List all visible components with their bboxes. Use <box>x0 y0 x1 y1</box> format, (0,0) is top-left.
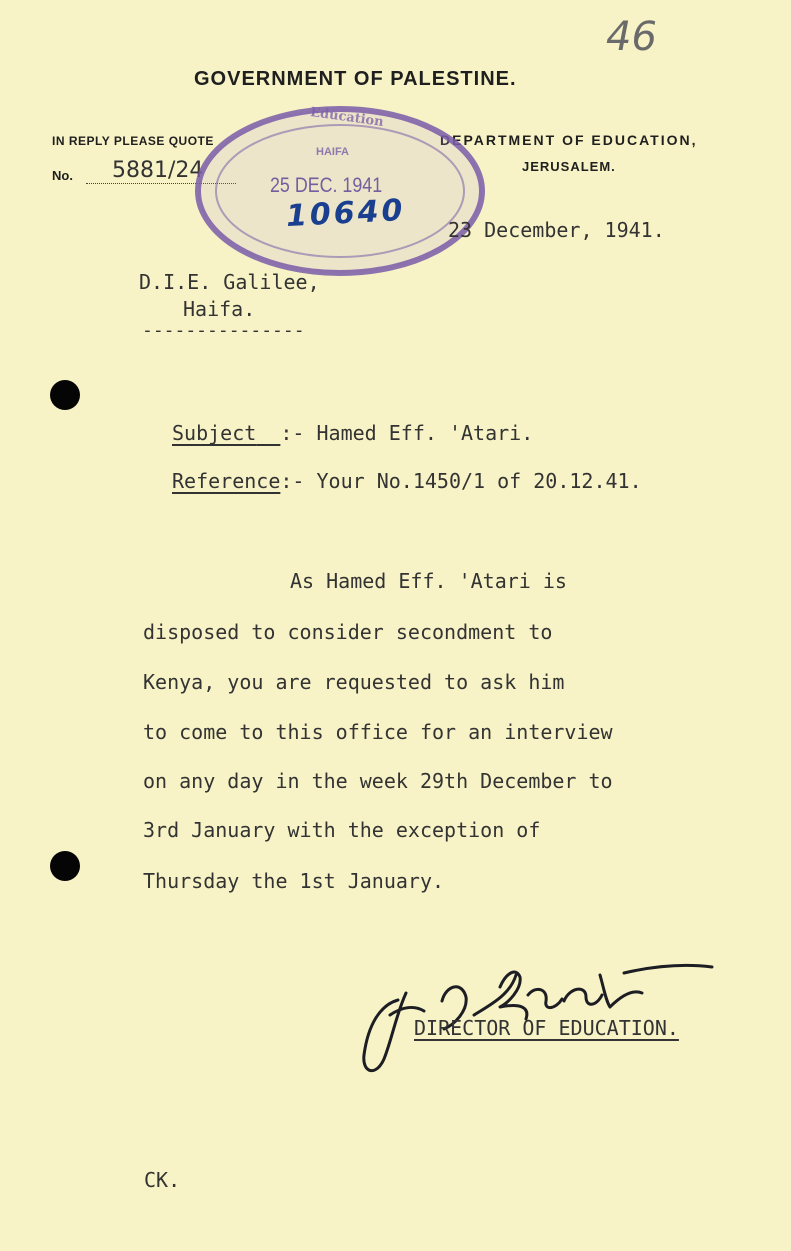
subject-label: Subject <box>172 421 257 445</box>
stamp-top-text: Education <box>309 104 385 131</box>
addressee-rule: --------------- <box>142 320 305 341</box>
reference-line <box>172 469 642 493</box>
signature-scrawl-icon <box>350 945 730 1085</box>
department-name: DEPARTMENT OF EDUCATION, <box>440 132 698 148</box>
stamp-place: HAIFA <box>316 146 349 158</box>
body-line-2: disposed to consider secondment to <box>143 620 553 644</box>
stamp-date: 25 DEC. 1941 <box>270 174 383 197</box>
reply-note: IN REPLY PLEASE QUOTE <box>52 134 214 148</box>
body-line-7: Thursday the 1st January. <box>143 869 445 893</box>
received-stamp <box>190 96 490 286</box>
reference-text: :- Your No.1450/1 of 20.12.41. <box>280 469 642 493</box>
body-line-4: to come to this office for an interview <box>143 720 613 744</box>
body-line-3: Kenya, you are requested to ask him <box>143 670 565 694</box>
department-city: JERUSALEM. <box>522 159 616 174</box>
body-line-6: 3rd January with the exception of <box>143 818 541 842</box>
subject-line <box>172 421 533 445</box>
reference-label: Reference <box>172 469 281 493</box>
signatory-title: DIRECTOR OF EDUCATION. <box>414 1016 679 1040</box>
subject-text: :- Hamed Eff. 'Atari. <box>280 421 534 445</box>
addressee-line1: D.I.E. Galilee, <box>139 270 320 294</box>
folio-number: 46 <box>606 14 657 60</box>
stamp-number: 10640 <box>285 192 407 235</box>
handwritten-signature <box>350 945 730 1085</box>
number-label: No. <box>52 168 73 183</box>
letterhead-government: GOVERNMENT OF PALESTINE. <box>194 68 517 90</box>
body-line-1: As Hamed Eff. 'Atari is <box>290 569 567 593</box>
punch-hole-top <box>50 380 80 410</box>
typist-initials: CK. <box>144 1168 181 1192</box>
subject-gap <box>256 421 280 445</box>
punch-hole-bottom <box>50 851 80 881</box>
letter-date: 23 December, 1941. <box>448 218 665 242</box>
addressee-line2: Haifa. <box>183 297 256 321</box>
reference-number: 5881/24 <box>112 158 204 183</box>
body-line-5: on any day in the week 29th December to <box>143 769 613 793</box>
